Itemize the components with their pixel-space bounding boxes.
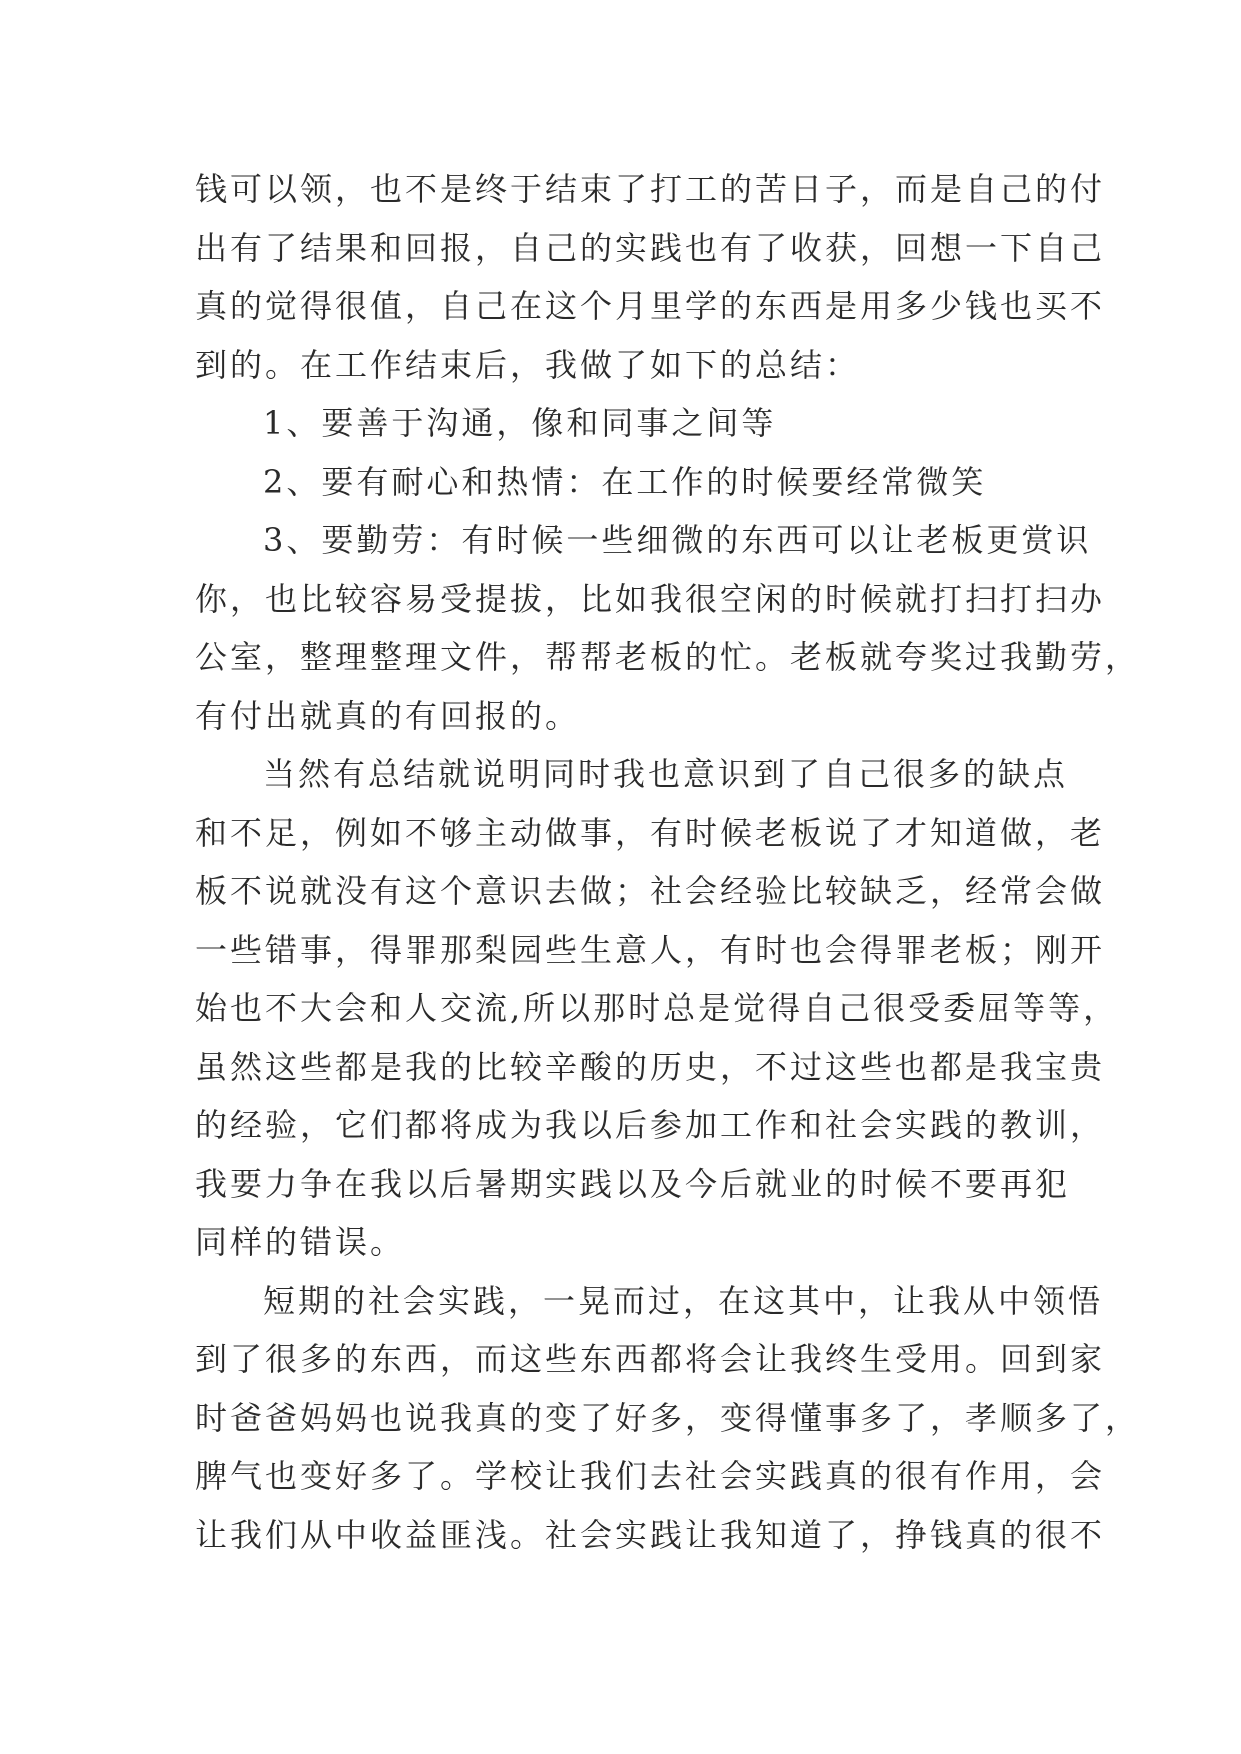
text-line: 出有了结果和回报，自己的实践也有了收获，回想一下自己 [195,228,1106,267]
text-line: 同样的错误。 [195,1223,406,1261]
text-line: 到了很多的东西，而这些东西都将会让我终生受用。回到家 [195,1340,1106,1378]
text-line: 短期的社会实践，一晃而过，在这其中，让我从中领悟 [263,1281,1104,1320]
text-line: 和不足，例如不够主动做事，有时候老板说了才知道做，老 [195,813,1106,852]
text-line: 当然有总结就说明同时我也意识到了自己很多的缺点 [263,755,1069,793]
text-line: 你，也比较容易受提拔，比如我很空闲的时候就打扫打扫办 [195,579,1106,618]
text-line: 板不说就没有这个意识去做；社会经验比较缺乏，经常会做 [195,872,1106,910]
text-line: 3、要勤劳：有时候一些细微的东西可以让老板更赏识 [263,521,1092,559]
text-line: 时爸爸妈妈也说我真的变了好多，变得懂事多了，孝顺多了， [195,1398,1141,1437]
text-line: 一些错事，得罪那梨园些生意人，有时也会得罪老板；刚开 [195,930,1106,969]
text-line: 脾气也变好多了。学校让我们去社会实践真的很有作用，会 [195,1457,1106,1495]
text-line: 虽然这些都是我的比较辛酸的历史，不过这些也都是我宝贵 [195,1047,1106,1086]
text-line: 钱可以领，也不是终于结束了打工的苦日子，而是自己的付 [195,170,1106,208]
text-line: 到的。在工作结束后，我做了如下的总结： [195,345,861,384]
text-line: 始也不大会和人交流,所以那时总是觉得自己很受委屈等等， [195,989,1119,1027]
text-line: 有付出就真的有回报的。 [195,696,581,735]
text-line: 让我们从中收益匪浅。社会实践让我知道了，挣钱真的很不 [195,1515,1106,1554]
text-line: 公室，整理整理文件，帮帮老板的忙。老板就夸奖过我勤劳， [195,638,1141,676]
text-line: 2、要有耐心和热情：在工作的时候要经常微笑 [263,462,987,501]
text-line: 我要力争在我以后暑期实践以及今后就业的时候不要再犯 [195,1164,1071,1203]
text-line: 1、要善于沟通，像和同事之间等 [263,404,777,442]
text-line: 真的觉得很值，自己在这个月里学的东西是用多少钱也买不 [195,287,1106,325]
body-text [195,160,1141,1564]
text-line: 的经验，它们都将成为我以后参加工作和社会实践的教训， [195,1106,1106,1144]
